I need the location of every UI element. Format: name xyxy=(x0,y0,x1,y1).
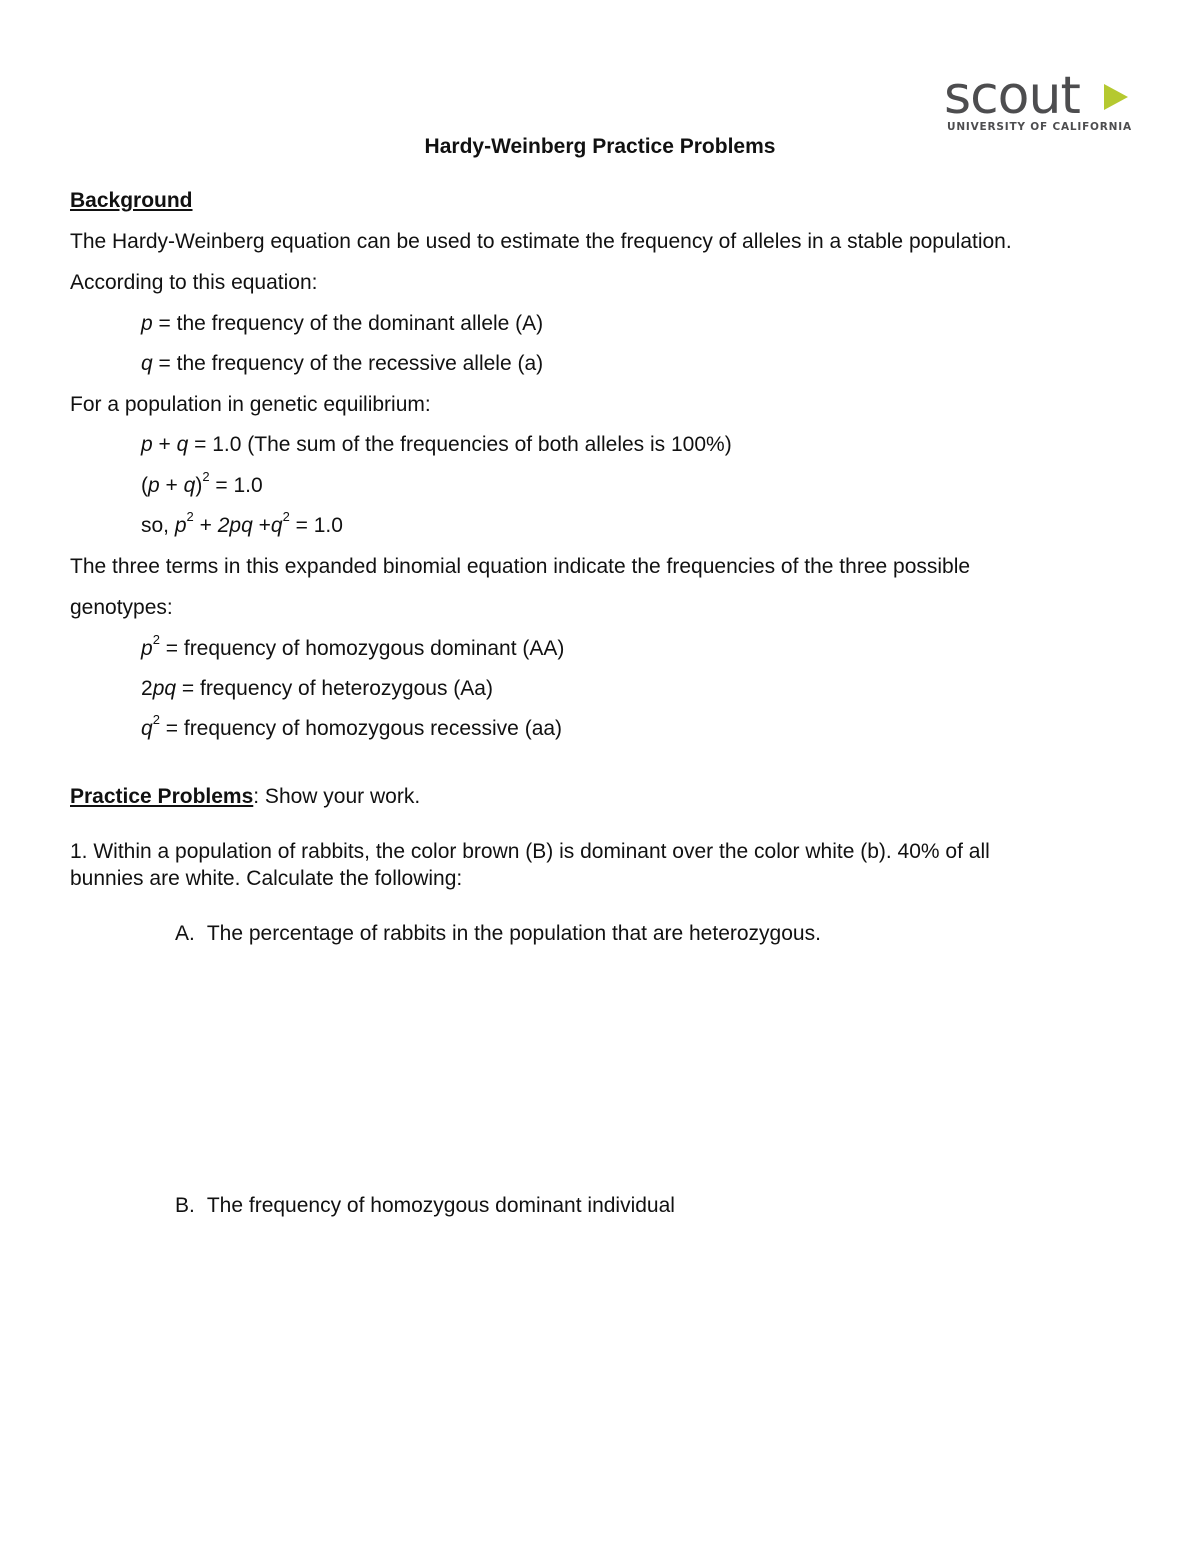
scout-logo xyxy=(944,68,1134,134)
intro-text: The Hardy-Weinberg equation can be used to estimate the frequency of alleles in a stable population. xyxy=(70,230,1012,253)
terms-text-line2: genotypes: xyxy=(70,596,173,619)
part-b xyxy=(175,1194,675,1218)
part-b-text: The frequency of homozygous dominant individual xyxy=(206,1194,675,1217)
genotype-homozygous-dominant: $p^2$ = frequency of homozygous dominant (AA) xyxy=(141,632,565,660)
practice-instruction: : Show your work. xyxy=(253,785,421,808)
equation-1: p + q = 1.0 (The sum of the frequencies of both alleles is 100%) xyxy=(141,433,732,456)
practice-heading: Practice Problems xyxy=(70,785,254,808)
equilibrium-text: For a population in genetic equilibrium: xyxy=(70,393,431,416)
equation-2: $(p + q)^2 = 1.0$ xyxy=(141,469,263,497)
terms-text-line1: The three terms in this expanded binomial equation indicate the frequencies of the three possible xyxy=(70,555,971,578)
play-arrow-icon xyxy=(1102,82,1130,112)
part-a xyxy=(175,922,821,946)
background-heading: Background xyxy=(70,189,193,212)
part-a-label: A. xyxy=(175,922,195,945)
part-a-text: The percentage of rabbits in the population that are heterozygous. xyxy=(206,922,821,945)
p-definition: p = the frequency of the dominant allele (A) xyxy=(141,312,544,335)
logo-wordmark: scout xyxy=(944,66,1080,126)
part-b-label: B. xyxy=(175,1194,195,1217)
page-title: Hardy-Weinberg Practice Problems xyxy=(424,135,776,158)
problem-1-line1: 1. Within a population of rabbits, the color brown (B) is dominant over the color white (b). 40% of all xyxy=(70,840,990,863)
practice-heading-line xyxy=(70,785,420,809)
logo-subtitle: UNIVERSITY OF CALIFORNIA xyxy=(947,121,1132,133)
q-definition: q = the frequency of the recessive allele (a) xyxy=(141,352,544,375)
problem-1-line2: bunnies are white. Calculate the following: xyxy=(70,867,463,890)
according-text: According to this equation: xyxy=(70,271,318,294)
genotype-heterozygous: 2pq = frequency of heterozygous (Aa) xyxy=(141,677,493,700)
equation-3: so, $p^2 + 2pq +q^2 = 1.0$ xyxy=(141,509,343,537)
genotype-homozygous-recessive: $q^2$ = frequency of homozygous recessive (aa) xyxy=(141,712,563,740)
